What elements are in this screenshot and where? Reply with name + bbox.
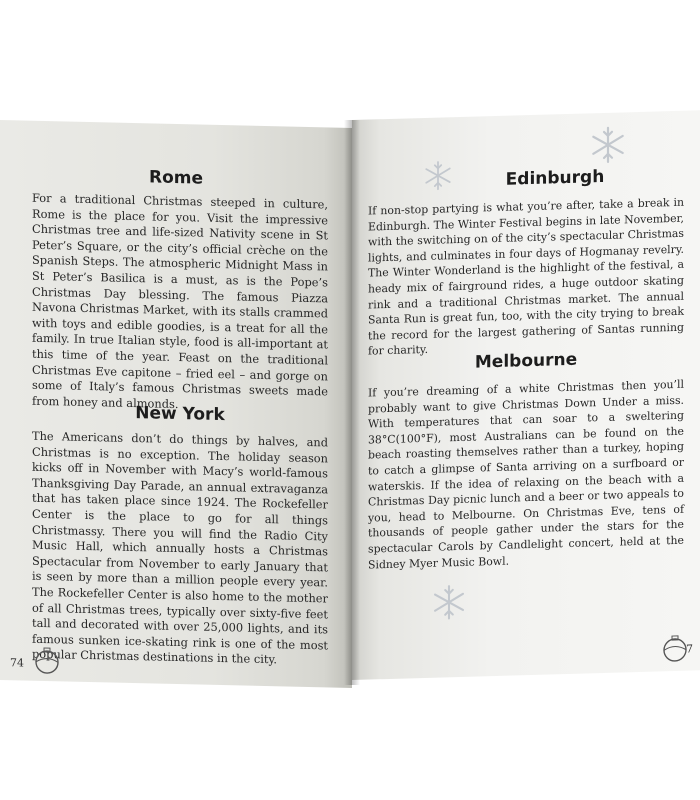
new-york-paragraph xyxy=(32,429,328,670)
ornament-icon xyxy=(30,645,64,676)
rome-heading: Rome xyxy=(148,167,203,189)
edinburgh-paragraph xyxy=(368,195,684,360)
snowflake-icon xyxy=(588,124,628,165)
left-page xyxy=(0,120,352,688)
melbourne-text: If you’re dreaming of a white Christmas then you’ll probably want to give Christmas Down Under a miss. With temperatures that can soar to a sweltering 38°C(100°F), most Australians can be found on the beach roasting themselves rather than a turkey, hoping to catch a glimpse of Santa arriving on a surfboard or waterskis. If the idea of relaxing on the beach with a Christmas Day picnic lunch and a beer or two appeals to you, head to Melbourne. On Christmas Eve, tens of thousands of people gather under the stars for the spectacular Carols by Candlelight concert, held at the Sidney Myer Music Bowl. xyxy=(368,377,684,572)
rome-paragraph xyxy=(32,191,328,416)
edinburgh-text: If non-stop partying is what you’re after, take a break in Edinburgh. The Winter Festival begins in late November, with the switching on of the city’s spectacular Christmas lights, and culminates in four days of Hogmanay revelry. The Winter Wonderland is the highlight of the festival, a heady mix of fairground rides, a huge outdoor skating rink and a traditional Christmas market. The annual Santa Run is great fun, too, with the city trying to break the record for the largest gathering of Santas running for charity. xyxy=(368,195,684,358)
left-page-number: 74 xyxy=(10,656,24,670)
edinburgh-heading: Edinburgh xyxy=(505,166,605,190)
rome-text: For a traditional Christmas steeped in culture, Rome is the place for you. Visit the impressive Christmas tree and life-sized Nativity scene in St Peter’s Square, or the city’s official crèche on the Spanish Steps. The atmospheric Midnight Mass in St Peter’s Basilica is a must, as is the Pope’s Christmas Day blessing. The famous Piazza Navona Christmas Market, with its stalls crammed with toys and edible goodies, is a treat for all the family. In true Italian style, food is all-important at this time of the year. Feast on the traditional Christmas Eve capitone – fried eel – and gorge on some of Italy’s famous Christmas sweets made from honey and almonds. xyxy=(32,190,328,411)
book-gutter xyxy=(344,120,360,685)
right-page xyxy=(352,110,700,680)
melbourne-paragraph xyxy=(368,377,684,573)
snowflake-icon xyxy=(430,583,468,622)
new-york-heading: New York xyxy=(135,403,225,426)
right-page-number: 7 xyxy=(686,642,693,656)
melbourne-heading: Melbourne xyxy=(474,349,578,373)
new-york-text: The Americans don’t do things by halves, and Christmas is no exception. The holiday season kicks off in November with Macy’s world-famous Thanksgiving Day Parade, an annual extravaganza that has taken place since 1924. The Rockefeller Center is the place to go for all things Christmassy. There you will find the Radio City Music Hall, which annually hosts a Christmas Spectacular from November to early January that is seen by more than a million people every year. The Rockefeller Center is also home to the mother of all Christmas trees, typically over sixty-five feet tall and decorated with over 25,000 lights, and its famous sunken ice-skating rink is one of the most popular Christmas destinations in the city. xyxy=(32,428,328,667)
